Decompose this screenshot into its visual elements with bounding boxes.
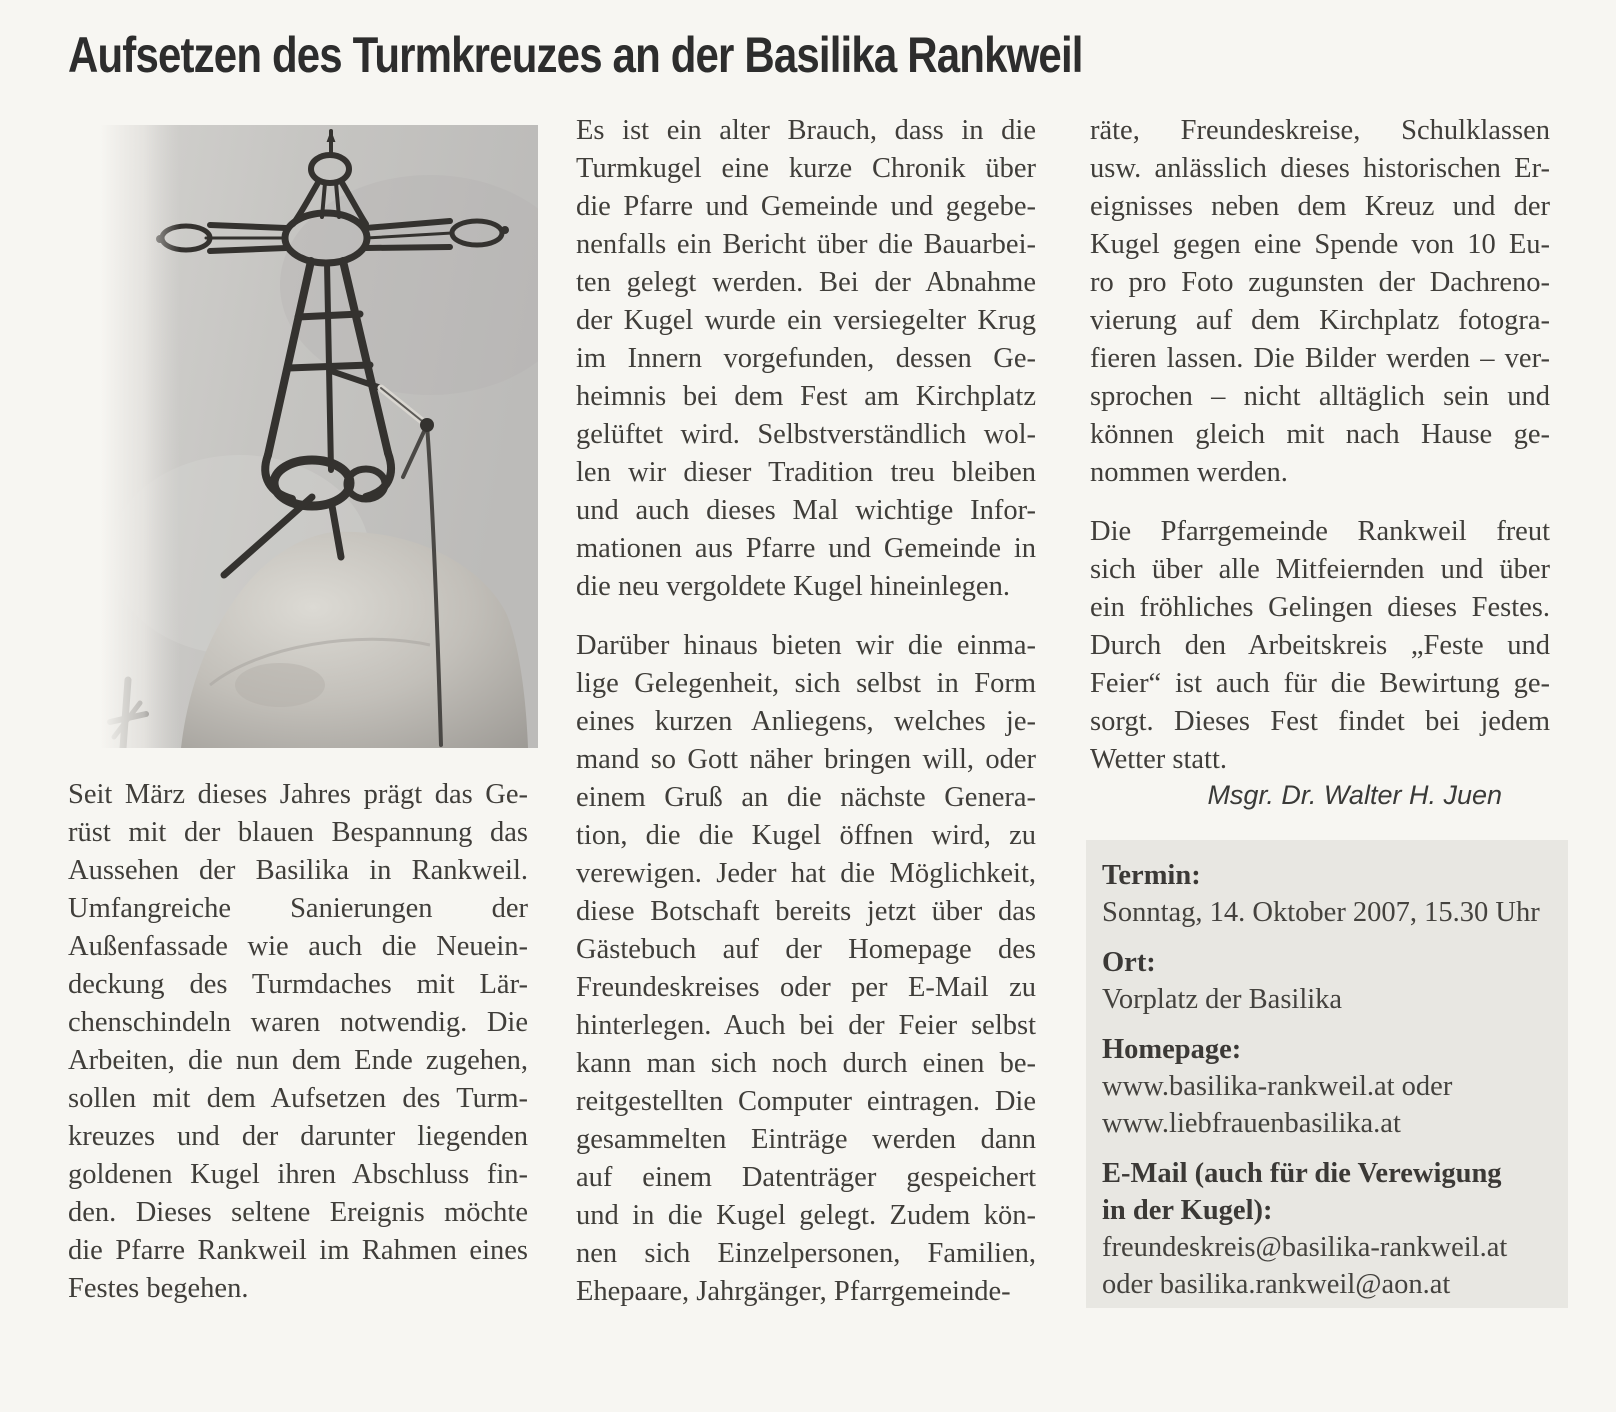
text-line: Die Pfarrgemeinde Rankweil freut — [1090, 516, 1550, 547]
infobox-group-termin — [1102, 857, 1550, 931]
email-label — [1102, 1155, 1550, 1229]
text-line: nommen werden. — [1090, 457, 1288, 488]
text-line: sorgt. Dieses Fest findet bei jedem — [1090, 706, 1550, 737]
text-line: Außenfassade wie auch die Neuein- — [68, 931, 528, 962]
text-line: Umfangreiche Sanierungen der — [68, 893, 528, 924]
infobox-group-ort — [1102, 944, 1550, 1018]
column-left-text — [68, 776, 528, 1308]
text-line: mationen aus Pfarre und Gemeinde in — [576, 533, 1036, 564]
infobox-group-homepage — [1102, 1031, 1550, 1142]
text-line: gelüftet wird. Selbstverständlich wol- — [576, 419, 1036, 450]
text-line: Turmkugel eine kurze Chronik über — [576, 153, 1036, 184]
text-line: die Pfarre Rankweil im Rahmen eines — [68, 1235, 528, 1266]
text-line: Freundeskreises oder per E-Mail zu — [576, 972, 1036, 1003]
text-line: eignisses neben dem Kreuz und der — [1090, 191, 1550, 222]
text-line: goldenen Kugel ihren Abschluss fin- — [68, 1159, 528, 1190]
text-line: reitgestellten Computer eintragen. Die — [576, 1086, 1036, 1117]
text-line: Gästebuch auf der Homepage des — [576, 934, 1036, 965]
tower-cross-illustration — [100, 125, 538, 748]
text-line: nen sich Einzelpersonen, Familien, — [576, 1238, 1036, 1269]
text-line: oder basilika.rankweil@aon.at — [1102, 1269, 1451, 1300]
text-line: Wetter statt. — [1090, 744, 1227, 775]
email-addresses — [1102, 1229, 1550, 1303]
text-line: sich über alle Mitfeiernden und über — [1090, 554, 1550, 585]
text-line: sollen mit dem Aufsetzen des Turm- — [68, 1083, 528, 1114]
text-line: verewigen. Jeder hat die Möglichkeit, — [576, 858, 1036, 889]
text-line: Kugel gegen eine Spende von 10 Eu- — [1090, 229, 1550, 260]
text-line: freundeskreis@basilika-rankweil.at — [1102, 1232, 1508, 1263]
text-line: kann man sich noch durch einen be- — [576, 1048, 1036, 1079]
page-title: Aufsetzen des Turmkreuzes an der Basilika Rankweil — [68, 27, 1083, 83]
text-line: auf einem Datenträger gespeichert — [576, 1162, 1036, 1193]
text-line: Es ist ein alter Brauch, dass in die — [576, 115, 1036, 146]
text-line: Festes begehen. — [68, 1273, 249, 1304]
text-line: Homepage: — [1102, 1034, 1242, 1065]
text-line: Vorplatz der Basilika — [1102, 984, 1343, 1015]
text-line: eines kurzen Anliegens, welches je- — [576, 706, 1036, 737]
column-right-text — [1090, 112, 1550, 779]
text-line: nenfalls ein Bericht über die Bauarbei- — [576, 229, 1036, 260]
text-line: lige Gelegenheit, sich selbst in Form — [576, 668, 1036, 699]
text-line: len wir dieser Tradition treu bleiben — [576, 457, 1036, 488]
text-line: der Kugel wurde ein versiegelter Krug — [576, 305, 1036, 336]
homepage-label — [1102, 1031, 1550, 1068]
text-line: fieren lassen. Die Bilder werden – ver- — [1090, 343, 1550, 374]
author-signature: Msgr. Dr. Walter H. Juen — [1207, 780, 1502, 810]
text-line: im Innern vorgefunden, dessen Ge- — [576, 343, 1036, 374]
text-line: und in die Kugel gelegt. Zudem kön- — [576, 1200, 1036, 1231]
text-line: hinterlegen. Auch bei der Feier selbst — [576, 1010, 1036, 1041]
paragraph — [1090, 112, 1550, 492]
infobox-group-email — [1102, 1155, 1550, 1303]
paragraph — [1090, 513, 1550, 779]
homepage-urls — [1102, 1068, 1550, 1142]
paragraph — [576, 627, 1036, 1311]
text-line: Aussehen der Basilika in Rankweil. — [68, 855, 528, 886]
text-line: in der Kugel): — [1102, 1195, 1273, 1226]
text-line: einem Gruß an die nächste Genera- — [576, 782, 1036, 813]
text-line: Ehepaare, Jahrgänger, Pfarrgemeinde- — [576, 1276, 1011, 1307]
text-line: kreuzes und der darunter liegenden — [68, 1121, 528, 1152]
text-line: und auch dieses Mal wichtige Infor- — [576, 495, 1036, 526]
article-photo — [100, 125, 538, 748]
text-line: ten gelegt werden. Bei der Abnahme — [576, 267, 1036, 298]
text-line: den. Dieses seltene Ereignis möchte — [68, 1197, 528, 1228]
text-line: vierung auf dem Kirchplatz fotogra- — [1090, 305, 1550, 336]
column-middle-text — [576, 112, 1036, 1311]
text-line: die Pfarre und Gemeinde und gegebe- — [576, 191, 1036, 222]
text-line: Ort: — [1102, 947, 1156, 978]
text-line: tion, die die Kugel öffnen wird, zu — [576, 820, 1036, 851]
text-line: deckung des Turmdaches mit Lär- — [68, 969, 528, 1000]
text-line: mand so Gott näher bringen will, oder — [576, 744, 1036, 775]
text-line: chenschindeln waren notwendig. Die — [68, 1007, 528, 1038]
termin-value — [1102, 894, 1550, 931]
text-line: rüst mit der blauen Bespannung das — [68, 817, 528, 848]
text-line: die neu vergoldete Kugel hineinlegen. — [576, 571, 1010, 602]
text-line: heimnis bei dem Fest am Kirchplatz — [576, 381, 1036, 412]
paragraph — [576, 112, 1036, 606]
text-line: Sonntag, 14. Oktober 2007, 15.30 Uhr — [1102, 897, 1540, 928]
text-line: Durch den Arbeitskreis „Feste und — [1090, 630, 1550, 661]
text-line: ein fröhliches Gelingen dieses Festes. — [1090, 592, 1550, 623]
text-line: Darüber hinaus bieten wir die einma- — [576, 630, 1036, 661]
ort-value — [1102, 981, 1550, 1018]
text-line: räte, Freundeskreise, Schulklassen — [1090, 115, 1550, 146]
text-line: www.liebfrauenbasilika.at — [1102, 1108, 1401, 1139]
event-infobox — [1086, 840, 1568, 1308]
text-line: Feier“ ist auch für die Bewirtung ge- — [1090, 668, 1550, 699]
text-line: E-Mail (auch für die Verewigung — [1102, 1158, 1502, 1189]
text-line: sprochen – nicht alltäglich sein und — [1090, 381, 1550, 412]
text-line: Arbeiten, die nun dem Ende zugehen, — [68, 1045, 528, 1076]
text-line: Termin: — [1102, 860, 1201, 891]
text-line: www.basilika-rankweil.at oder — [1102, 1071, 1453, 1102]
text-line: Seit März dieses Jahres prägt das Ge- — [68, 779, 528, 810]
ort-label — [1102, 944, 1550, 981]
text-line: diese Botschaft bereits jetzt über das — [576, 896, 1036, 927]
text-line: können gleich mit nach Hause ge- — [1090, 419, 1550, 450]
text-line: usw. anlässlich dieses historischen Er- — [1090, 153, 1550, 184]
termin-label — [1102, 857, 1550, 894]
text-line: ro pro Foto zugunsten der Dachreno- — [1090, 267, 1550, 298]
text-line: gesammelten Einträge werden dann — [576, 1124, 1036, 1155]
